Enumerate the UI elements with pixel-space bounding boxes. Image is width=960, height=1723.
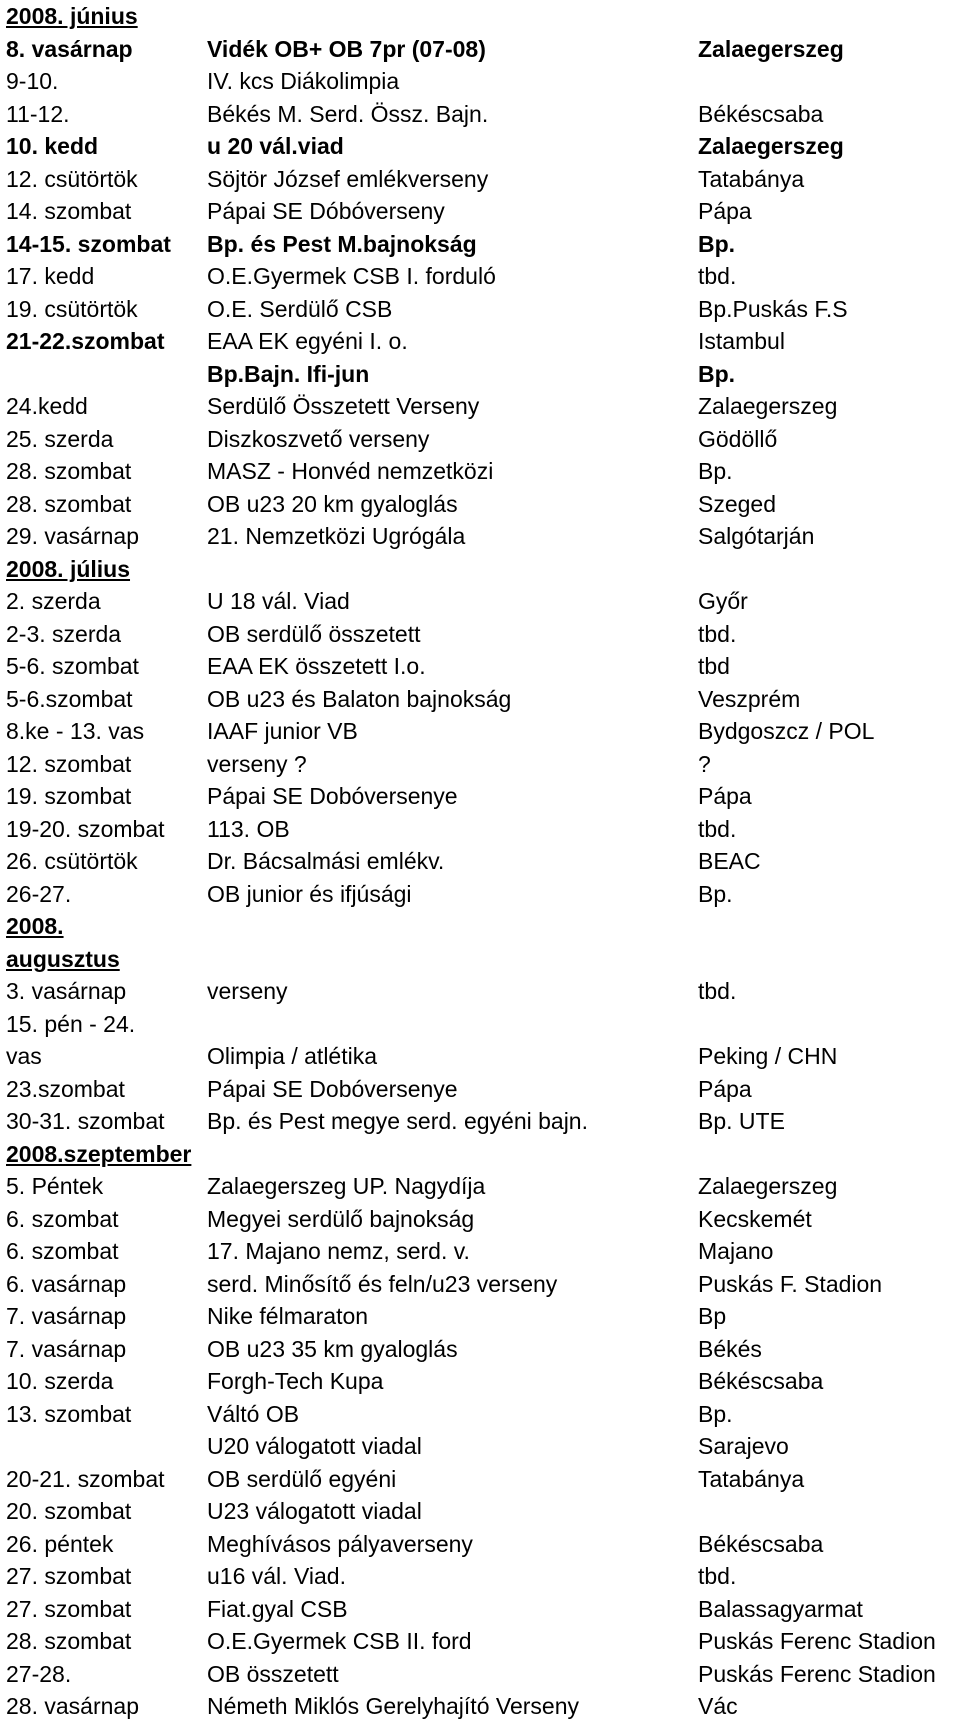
event-date: 26. péntek bbox=[6, 1530, 114, 1557]
event-date: 21-22.szombat bbox=[6, 328, 165, 354]
month-heading: augusztus bbox=[6, 945, 120, 972]
event-location: Balassagyarmat bbox=[698, 1595, 863, 1622]
event-date: 26. csütörtök bbox=[6, 848, 138, 874]
schedule-row bbox=[0, 1300, 960, 1333]
event-name: Serdülő Összetett Verseny bbox=[207, 393, 480, 419]
event-location: Kecskemét bbox=[698, 1205, 812, 1232]
event-date: 15. pén - 24. bbox=[6, 1010, 136, 1037]
event-name: OB u23 35 km gyaloglás bbox=[207, 1335, 458, 1362]
event-date: 20. szombat bbox=[6, 1498, 132, 1524]
event-location: Pápa bbox=[698, 783, 752, 809]
event-location: Bp. bbox=[698, 458, 733, 484]
event-location: Zalaegerszeg bbox=[698, 393, 838, 419]
schedule-row bbox=[0, 455, 960, 488]
event-name: O.E.Gyermek CSB I. forduló bbox=[207, 263, 496, 289]
event-date: 28. vasárnap bbox=[6, 1693, 139, 1719]
event-location: Veszprém bbox=[698, 685, 801, 712]
schedule-row bbox=[0, 845, 960, 878]
event-name: Németh Miklós Gerelyhajító Verseny bbox=[207, 1693, 579, 1719]
event-name: EAA EK egyéni I. o. bbox=[207, 328, 408, 354]
month-header-row bbox=[0, 1138, 960, 1171]
schedule-row bbox=[0, 1398, 960, 1431]
event-name: u16 vál. Viad. bbox=[207, 1563, 346, 1589]
event-location: Tatabánya bbox=[698, 165, 805, 192]
event-date: 11-12. bbox=[6, 100, 70, 127]
event-name: Bp.Bajn. Ifi-jun bbox=[207, 360, 370, 387]
event-name: EAA EK összetett I.o. bbox=[207, 653, 426, 679]
event-name: Váltó OB bbox=[207, 1400, 300, 1427]
schedule-row bbox=[0, 1625, 960, 1658]
event-name: Diszkoszvető verseny bbox=[207, 425, 430, 452]
schedule-row bbox=[0, 520, 960, 553]
event-location: Peking / CHN bbox=[698, 1043, 838, 1069]
event-location: Pápa bbox=[698, 198, 752, 224]
event-location: Zalaegerszeg bbox=[698, 35, 844, 62]
event-date: 28. szombat bbox=[6, 490, 132, 517]
event-location: BEAC bbox=[698, 848, 761, 874]
schedule-row bbox=[0, 98, 960, 131]
event-location: Békéscsaba bbox=[698, 1530, 824, 1557]
event-name: Pápai SE Dobóversenye bbox=[207, 783, 458, 809]
event-location: Istambul bbox=[698, 328, 785, 354]
event-name: Olimpia / atlétika bbox=[207, 1043, 378, 1069]
event-date: 29. vasárnap bbox=[6, 523, 139, 549]
event-name: IAAF junior VB bbox=[207, 718, 358, 744]
event-location: Sarajevo bbox=[698, 1433, 789, 1459]
event-date: 7. vasárnap bbox=[6, 1335, 127, 1362]
schedule-row bbox=[0, 1073, 960, 1106]
event-location: Bp. bbox=[698, 360, 736, 387]
event-name: u 20 vál.viad bbox=[207, 133, 344, 159]
event-date: 25. szerda bbox=[6, 425, 114, 452]
event-date: 10. kedd bbox=[6, 133, 99, 159]
event-name: Söjtör József emlékverseny bbox=[207, 165, 489, 192]
event-location: tbd. bbox=[698, 620, 737, 647]
schedule-row bbox=[0, 1008, 960, 1041]
event-location: Bp.Puskás F.S bbox=[698, 295, 848, 322]
schedule-row bbox=[0, 585, 960, 618]
schedule-row bbox=[0, 65, 960, 98]
schedule-row bbox=[0, 163, 960, 196]
event-date: 3. vasárnap bbox=[6, 978, 127, 1004]
schedule-row bbox=[0, 390, 960, 423]
event-date: 28. szombat bbox=[6, 1628, 132, 1654]
event-name: Dr. Bácsalmási emlékv. bbox=[207, 848, 445, 874]
event-date: 2. szerda bbox=[6, 588, 101, 614]
event-date: 19. szombat bbox=[6, 783, 132, 809]
schedule-row bbox=[0, 975, 960, 1008]
schedule-row bbox=[0, 1430, 960, 1463]
schedule-row bbox=[0, 1235, 960, 1268]
event-name: OB serdülő összetett bbox=[207, 620, 421, 647]
event-name: OB junior és ifjúsági bbox=[207, 880, 412, 907]
event-date: 13. szombat bbox=[6, 1400, 132, 1427]
event-date: 8.ke - 13. vas bbox=[6, 718, 145, 744]
event-name: Nike félmaraton bbox=[207, 1303, 369, 1329]
event-location: tbd. bbox=[698, 1563, 737, 1589]
schedule-row bbox=[0, 358, 960, 391]
schedule-row bbox=[0, 715, 960, 748]
event-date: 19. csütörtök bbox=[6, 295, 138, 322]
event-name: U23 válogatott viadal bbox=[207, 1498, 422, 1524]
event-date: 5. Péntek bbox=[6, 1173, 104, 1199]
event-name: verseny ? bbox=[207, 750, 307, 777]
event-name: Pápai SE Dobóversenye bbox=[207, 1075, 458, 1102]
event-location: Salgótarján bbox=[698, 523, 815, 549]
event-date: 2-3. szerda bbox=[6, 620, 122, 647]
schedule-row bbox=[0, 780, 960, 813]
event-location: Tatabánya bbox=[698, 1465, 805, 1492]
event-name: OB u23 és Balaton bajnokság bbox=[207, 685, 512, 712]
event-date: 6. szombat bbox=[6, 1238, 119, 1264]
event-date: 12. szombat bbox=[6, 750, 132, 777]
event-location: Békéscsaba bbox=[698, 1368, 824, 1394]
event-name: Békés M. Serd. Össz. Bajn. bbox=[207, 100, 489, 127]
event-location: tbd. bbox=[698, 815, 737, 842]
event-date: 20-21. szombat bbox=[6, 1465, 165, 1492]
schedule-row bbox=[0, 423, 960, 456]
event-name: OB serdülő egyéni bbox=[207, 1465, 397, 1492]
month-header-row bbox=[0, 553, 960, 586]
schedule-row bbox=[0, 1528, 960, 1561]
event-name: O.E.Gyermek CSB II. ford bbox=[207, 1628, 472, 1654]
event-location: Gödöllő bbox=[698, 425, 778, 452]
schedule-row bbox=[0, 650, 960, 683]
schedule-row bbox=[0, 813, 960, 846]
schedule-row bbox=[0, 1203, 960, 1236]
event-location: Zalaegerszeg bbox=[698, 1173, 838, 1199]
event-date: 19-20. szombat bbox=[6, 815, 165, 842]
event-location: Majano bbox=[698, 1238, 774, 1264]
schedule-row bbox=[0, 260, 960, 293]
event-date: 9-10. bbox=[6, 68, 59, 94]
event-date: 6. vasárnap bbox=[6, 1270, 127, 1297]
month-heading: 2008. június bbox=[6, 3, 138, 29]
event-date: 12. csütörtök bbox=[6, 165, 138, 192]
event-date: 27. szombat bbox=[6, 1563, 132, 1589]
event-date: 27. szombat bbox=[6, 1595, 132, 1622]
event-location: Bp bbox=[698, 1303, 727, 1329]
event-name: O.E. Serdülő CSB bbox=[207, 295, 393, 322]
event-date: 28. szombat bbox=[6, 458, 132, 484]
event-date: 26-27. bbox=[6, 880, 72, 907]
event-location: Puskás Ferenc Stadion bbox=[698, 1628, 936, 1654]
month-heading: 2008. július bbox=[6, 555, 131, 582]
event-date: 17. kedd bbox=[6, 263, 95, 289]
event-date: 5-6.szombat bbox=[6, 685, 133, 712]
event-location: Békés bbox=[698, 1335, 762, 1362]
event-name: Fiat.gyal CSB bbox=[207, 1595, 348, 1622]
schedule-row bbox=[0, 488, 960, 521]
event-location: tbd. bbox=[698, 978, 737, 1004]
event-name: serd. Minősítő és feln/u23 verseny bbox=[207, 1270, 558, 1297]
event-name: Bp. és Pest megye serd. egyéni bajn. bbox=[207, 1108, 588, 1134]
event-location: Puskás F. Stadion bbox=[698, 1270, 883, 1297]
month-heading: 2008.szeptember bbox=[6, 1140, 192, 1167]
month-heading: 2008. bbox=[6, 913, 64, 939]
schedule-row bbox=[0, 1690, 960, 1723]
event-date: 14-15. szombat bbox=[6, 230, 171, 257]
event-name: OB u23 20 km gyaloglás bbox=[207, 490, 458, 517]
event-name: Forgh-Tech Kupa bbox=[207, 1368, 384, 1394]
schedule-row bbox=[0, 1495, 960, 1528]
event-name: Bp. és Pest M.bajnokság bbox=[207, 230, 477, 257]
event-location: Bydgoszcz / POL bbox=[698, 718, 875, 744]
event-date: 14. szombat bbox=[6, 198, 132, 224]
schedule-row bbox=[0, 1658, 960, 1691]
event-name: verseny bbox=[207, 978, 288, 1004]
event-date: 8. vasárnap bbox=[6, 35, 133, 62]
schedule-row bbox=[0, 618, 960, 651]
event-name: IV. kcs Diákolimpia bbox=[207, 68, 400, 94]
event-name: OB összetett bbox=[207, 1660, 339, 1687]
month-header-row bbox=[0, 910, 960, 943]
event-date: 23.szombat bbox=[6, 1075, 125, 1102]
event-location: Győr bbox=[698, 588, 748, 614]
event-date: vas bbox=[6, 1043, 42, 1069]
event-location: Bp. UTE bbox=[698, 1108, 785, 1134]
event-name: 21. Nemzetközi Ugrógála bbox=[207, 523, 466, 549]
event-name: Zalaegerszeg UP. Nagydíja bbox=[207, 1173, 486, 1199]
event-date: 5-6. szombat bbox=[6, 653, 139, 679]
schedule-row bbox=[0, 228, 960, 261]
event-location: Vác bbox=[698, 1693, 738, 1719]
schedule-row bbox=[0, 1105, 960, 1138]
schedule-row bbox=[0, 195, 960, 228]
schedule-row bbox=[0, 33, 960, 66]
event-location: tbd bbox=[698, 653, 730, 679]
event-name: Meghívásos pályaverseny bbox=[207, 1530, 473, 1557]
event-date: 24.kedd bbox=[6, 393, 88, 419]
event-date: 27-28. bbox=[6, 1660, 72, 1687]
event-date: 30-31. szombat bbox=[6, 1108, 165, 1134]
schedule-row bbox=[0, 1040, 960, 1073]
event-location: tbd. bbox=[698, 263, 737, 289]
schedule-row bbox=[0, 325, 960, 358]
schedule-row bbox=[0, 878, 960, 911]
schedule-row bbox=[0, 1463, 960, 1496]
event-name: U 18 vál. Viad bbox=[207, 588, 350, 614]
month-header-row bbox=[0, 0, 960, 33]
event-name: MASZ - Honvéd nemzetközi bbox=[207, 458, 494, 484]
event-name: 17. Majano nemz, serd. v. bbox=[207, 1238, 470, 1264]
schedule-row bbox=[0, 1560, 960, 1593]
schedule-row bbox=[0, 1333, 960, 1366]
event-location: Békéscsaba bbox=[698, 100, 824, 127]
schedule-row bbox=[0, 683, 960, 716]
schedule-row bbox=[0, 1170, 960, 1203]
schedule-row bbox=[0, 130, 960, 163]
month-header-row bbox=[0, 943, 960, 976]
event-date: 7. vasárnap bbox=[6, 1303, 127, 1329]
event-location: Zalaegerszeg bbox=[698, 133, 844, 159]
schedule-row bbox=[0, 1593, 960, 1626]
schedule-row bbox=[0, 748, 960, 781]
schedule-row bbox=[0, 1268, 960, 1301]
event-name: 113. OB bbox=[207, 815, 290, 842]
event-location: Puskás Ferenc Stadion bbox=[698, 1660, 936, 1687]
event-name: Vidék OB+ OB 7pr (07-08) bbox=[207, 35, 486, 62]
schedule-row bbox=[0, 1365, 960, 1398]
event-date: 10. szerda bbox=[6, 1368, 114, 1394]
event-location: Pápa bbox=[698, 1075, 752, 1102]
event-name: Megyei serdülő bajnokság bbox=[207, 1205, 475, 1232]
schedule-row bbox=[0, 293, 960, 326]
event-location: Bp. bbox=[698, 1400, 733, 1427]
event-location: ? bbox=[698, 750, 711, 777]
event-name: Pápai SE Dóbóverseny bbox=[207, 198, 445, 224]
event-location: Bp. bbox=[698, 880, 733, 907]
event-location: Szeged bbox=[698, 490, 777, 517]
event-location: Bp. bbox=[698, 230, 736, 257]
event-name: U20 válogatott viadal bbox=[207, 1433, 422, 1459]
event-date: 6. szombat bbox=[6, 1205, 119, 1232]
